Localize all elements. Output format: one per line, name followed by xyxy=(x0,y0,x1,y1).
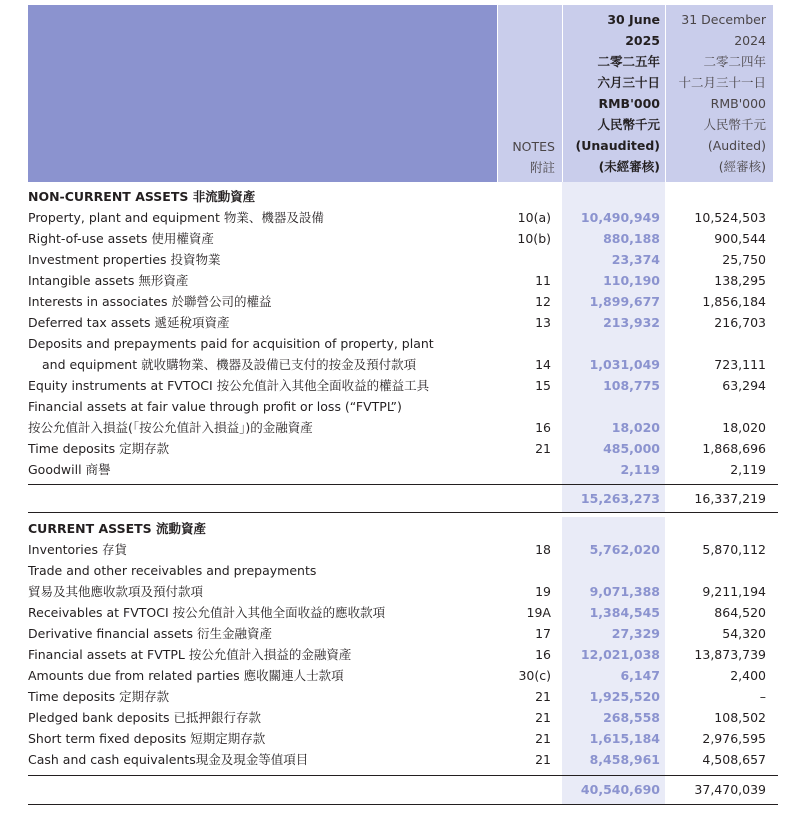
subtotal-current-value: 40,540,690 xyxy=(580,782,660,797)
row-current-value: 1,925,520 xyxy=(589,689,660,704)
table-row xyxy=(28,333,773,354)
table-row xyxy=(28,312,773,333)
table-row xyxy=(28,623,773,644)
header-line: RMB'000 xyxy=(710,96,766,111)
table-row xyxy=(28,375,773,396)
row-label: Time deposits 定期存款 xyxy=(28,689,170,704)
row-current-value: 213,932 xyxy=(603,315,660,330)
row-previous-value: 2,119 xyxy=(730,462,766,477)
header-line: 31 December xyxy=(681,12,766,27)
header-line: NOTES xyxy=(512,139,555,154)
row-note: 19A xyxy=(526,605,551,620)
table-row xyxy=(28,707,773,728)
row-label: Property, plant and equipment 物業、機器及設備 xyxy=(28,210,324,225)
row-previous-value: 2,400 xyxy=(730,668,766,683)
table-row xyxy=(28,396,773,417)
table-row xyxy=(28,354,773,375)
row-current-value: 1,031,049 xyxy=(589,357,660,372)
row-note: 10(b) xyxy=(517,231,551,246)
table-row xyxy=(28,728,773,749)
table-row xyxy=(28,560,773,581)
row-label: Time deposits 定期存款 xyxy=(28,441,170,456)
table-row xyxy=(28,291,773,312)
row-current-value: 6,147 xyxy=(620,668,660,683)
subtotal-rule xyxy=(28,512,778,513)
row-previous-value: 1,856,184 xyxy=(702,294,766,309)
header-line: 附註 xyxy=(529,160,555,175)
row-current-value: 485,000 xyxy=(603,441,660,456)
row-previous-value: 9,211,194 xyxy=(702,584,766,599)
row-current-value: 18,020 xyxy=(611,420,660,435)
row-previous-value: 900,544 xyxy=(714,231,766,246)
table-row xyxy=(28,207,773,228)
row-label: Deferred tax assets 遞延稅項資產 xyxy=(28,315,230,330)
row-label: Pledged bank deposits 已抵押銀行存款 xyxy=(28,710,261,725)
row-previous-value: 138,295 xyxy=(714,273,766,288)
row-label: Trade and other receivables and prepayments xyxy=(28,563,317,578)
subtotal-rule xyxy=(28,484,778,485)
row-previous-value: 13,873,739 xyxy=(694,647,766,662)
header-line: 二零二五年 xyxy=(597,54,660,69)
total-rule xyxy=(28,775,778,776)
table-row xyxy=(28,459,773,480)
row-label: Cash and cash equivalents現金及現金等值項目 xyxy=(28,752,309,767)
table-row xyxy=(28,749,773,770)
row-note: 30(c) xyxy=(518,668,551,683)
row-previous-value: 216,703 xyxy=(714,315,766,330)
row-previous-value: 108,502 xyxy=(714,710,766,725)
subtotal-previous-value: 16,337,219 xyxy=(694,491,766,506)
row-label: Receivables at FVTOCI 按公允值計入其他全面收益的應收款項 xyxy=(28,605,386,620)
row-current-value: 110,190 xyxy=(603,273,660,288)
header-notes xyxy=(497,136,555,178)
row-current-value: 9,071,388 xyxy=(589,584,660,599)
row-note: 12 xyxy=(535,294,551,309)
table-row xyxy=(28,270,773,291)
row-note: 11 xyxy=(535,273,551,288)
row-previous-value: 2,976,595 xyxy=(702,731,766,746)
row-note: 21 xyxy=(535,441,551,456)
total-rule xyxy=(28,804,778,805)
table-row xyxy=(28,186,773,207)
header-band xyxy=(28,5,497,182)
row-previous-value: 1,868,696 xyxy=(702,441,766,456)
row-current-value: 5,762,020 xyxy=(589,542,660,557)
row-label: Financial assets at FVTPL 按公允值計入損益的金融資產 xyxy=(28,647,352,662)
header-line: 人民幣千元 xyxy=(597,117,660,132)
row-note: 21 xyxy=(535,731,551,746)
row-label: Short term fixed deposits 短期定期存款 xyxy=(28,731,266,746)
row-current-value: 1,615,184 xyxy=(589,731,660,746)
row-current-value: 1,899,677 xyxy=(589,294,660,309)
row-label: Deposits and prepayments paid for acquisition of property, plant xyxy=(28,336,434,351)
row-previous-value: 25,750 xyxy=(722,252,766,267)
table-row xyxy=(28,581,773,602)
row-previous-value: 63,294 xyxy=(722,378,766,393)
header-line: RMB'000 xyxy=(598,96,660,111)
table-row xyxy=(28,488,773,509)
row-label: 按公允值計入損益(「按公允值計入損益」)的金融資產 xyxy=(28,420,313,435)
row-previous-value: – xyxy=(759,689,766,704)
row-note: 21 xyxy=(535,752,551,767)
row-note: 16 xyxy=(535,647,551,662)
row-label: Derivative financial assets 衍生金融資產 xyxy=(28,626,273,641)
row-note: 10(a) xyxy=(517,210,551,225)
table-row xyxy=(28,518,773,539)
row-current-value: 108,775 xyxy=(603,378,660,393)
row-previous-value: 5,870,112 xyxy=(702,542,766,557)
row-previous-value: 4,508,657 xyxy=(702,752,766,767)
row-note: 21 xyxy=(535,710,551,725)
row-label: Inventories 存貨 xyxy=(28,542,127,557)
row-current-value: 880,188 xyxy=(603,231,660,246)
row-label: Equity instruments at FVTOCI 按公允值計入其他全面收益的權益工具 xyxy=(28,378,430,393)
header-current-period xyxy=(562,9,660,177)
row-note: 18 xyxy=(535,542,551,557)
row-label: Intangible assets 無形資產 xyxy=(28,273,189,288)
header-line: (Unaudited) xyxy=(575,138,660,153)
table-row xyxy=(28,644,773,665)
header-line: (Audited) xyxy=(707,138,766,153)
table-row xyxy=(28,686,773,707)
row-current-value: 268,558 xyxy=(603,710,660,725)
row-current-value: 23,374 xyxy=(611,252,660,267)
row-previous-value: 10,524,503 xyxy=(694,210,766,225)
row-note: 19 xyxy=(535,584,551,599)
row-note: 17 xyxy=(535,626,551,641)
table-row xyxy=(28,249,773,270)
header-previous-period xyxy=(665,9,766,177)
row-previous-value: 864,520 xyxy=(714,605,766,620)
row-current-value: 10,490,949 xyxy=(580,210,660,225)
row-note: 15 xyxy=(535,378,551,393)
table-row xyxy=(28,417,773,438)
subtotal-current-value: 15,263,273 xyxy=(580,491,660,506)
header-line: (經審核) xyxy=(718,159,766,174)
row-label: Interests in associates 於聯營公司的權益 xyxy=(28,294,272,309)
subtotal-previous-value: 37,470,039 xyxy=(694,782,766,797)
row-label: and equipment 就收購物業、機器及設備已支付的按金及預付款項 xyxy=(42,357,417,372)
header-line: 2025 xyxy=(625,33,660,48)
row-label: Financial assets at fair value through profit or loss (“FVTPL”) xyxy=(28,399,402,414)
row-current-value: 2,119 xyxy=(620,462,660,477)
section-title: NON-CURRENT ASSETS 非流動資產 xyxy=(28,189,256,204)
row-label: Right-of-use assets 使用權資產 xyxy=(28,231,214,246)
row-previous-value: 723,111 xyxy=(714,357,766,372)
header-line: 30 June xyxy=(607,12,660,27)
row-label: Investment properties 投資物業 xyxy=(28,252,221,267)
header-line: 十二月三十一日 xyxy=(678,75,766,90)
header-line: (未經審核) xyxy=(598,159,660,174)
row-label: Amounts due from related parties 應收關連人士款項 xyxy=(28,668,344,683)
row-note: 13 xyxy=(535,315,551,330)
table-row xyxy=(28,228,773,249)
header-line: 人民幣千元 xyxy=(703,117,766,132)
row-note: 21 xyxy=(535,689,551,704)
row-current-value: 8,458,961 xyxy=(589,752,660,767)
table-row xyxy=(28,438,773,459)
section-title: CURRENT ASSETS 流動資產 xyxy=(28,521,206,536)
row-current-value: 1,384,545 xyxy=(589,605,660,620)
table-row xyxy=(28,665,773,686)
row-previous-value: 18,020 xyxy=(722,420,766,435)
row-label: 貿易及其他應收款項及預付款項 xyxy=(28,584,204,599)
table-row xyxy=(28,539,773,560)
row-previous-value: 54,320 xyxy=(722,626,766,641)
row-label: Goodwill 商譽 xyxy=(28,462,111,477)
row-current-value: 12,021,038 xyxy=(580,647,660,662)
header-line: 2024 xyxy=(734,33,766,48)
header-line: 六月三十日 xyxy=(597,75,660,90)
row-note: 14 xyxy=(535,357,551,372)
table-row xyxy=(28,779,773,800)
header-line: 二零二四年 xyxy=(703,54,766,69)
row-current-value: 27,329 xyxy=(611,626,660,641)
row-note: 16 xyxy=(535,420,551,435)
table-row xyxy=(28,602,773,623)
